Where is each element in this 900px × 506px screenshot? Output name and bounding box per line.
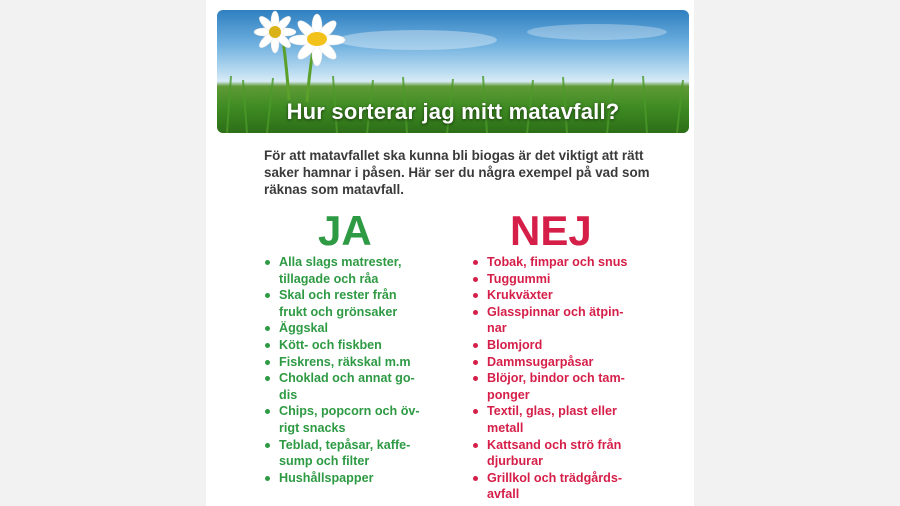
header-banner xyxy=(217,10,689,133)
nej-list-item: Tobak, fimpar och snus xyxy=(472,254,644,271)
nej-list-item: Blomjord xyxy=(472,337,644,354)
ja-list-item: Alla slags matrester, tillagade och råa xyxy=(264,254,432,287)
nej-list-item: Tuggummi xyxy=(472,271,644,288)
nej-list xyxy=(472,254,644,503)
nej-list-item: Glasspinnar och ätpin- nar xyxy=(472,304,644,337)
ja-list-item: Fiskrens, räkskal m.m xyxy=(264,354,432,371)
ja-list-item: Teblad, tepåsar, kaffe- sump och filter xyxy=(264,437,432,470)
daisy-flower-icon xyxy=(289,14,345,66)
page-title: Hur sorterar jag mitt matavfall? xyxy=(286,99,620,124)
daisy-flower-icon xyxy=(254,11,296,53)
ja-list-item: Äggskal xyxy=(264,320,432,337)
ja-heading: JA xyxy=(318,207,372,254)
nej-list-item: Kattsand och strö från djurburar xyxy=(472,437,644,470)
ja-list-item: Hushållspapper xyxy=(264,470,432,487)
nej-list-item: Grillkol och trädgårds- avfall xyxy=(472,470,644,503)
document-page xyxy=(206,0,694,506)
nej-list-item: Krukväxter xyxy=(472,287,644,304)
nej-list-item: Dammsugarpåsar xyxy=(472,354,644,371)
nej-list-item: Textil, glas, plast eller metall xyxy=(472,403,644,436)
intro-text: För att matavfallet ska kunna bli biogas är det viktigt att rätt saker hamnar i påsen. Här ser du några exempel på vad som räknas som matavfall. xyxy=(264,148,650,197)
ja-list xyxy=(264,254,432,486)
ja-list-item: Choklad och annat go- dis xyxy=(264,370,432,403)
nej-list-item: Blöjor, bindor och tam- ponger xyxy=(472,370,644,403)
ja-list-item: Chips, popcorn och öv- rigt snacks xyxy=(264,403,432,436)
ja-list-item: Kött- och fiskben xyxy=(264,337,432,354)
ja-list-item: Skal och rester från frukt och grönsaker xyxy=(264,287,432,320)
nej-heading: NEJ xyxy=(510,207,592,254)
